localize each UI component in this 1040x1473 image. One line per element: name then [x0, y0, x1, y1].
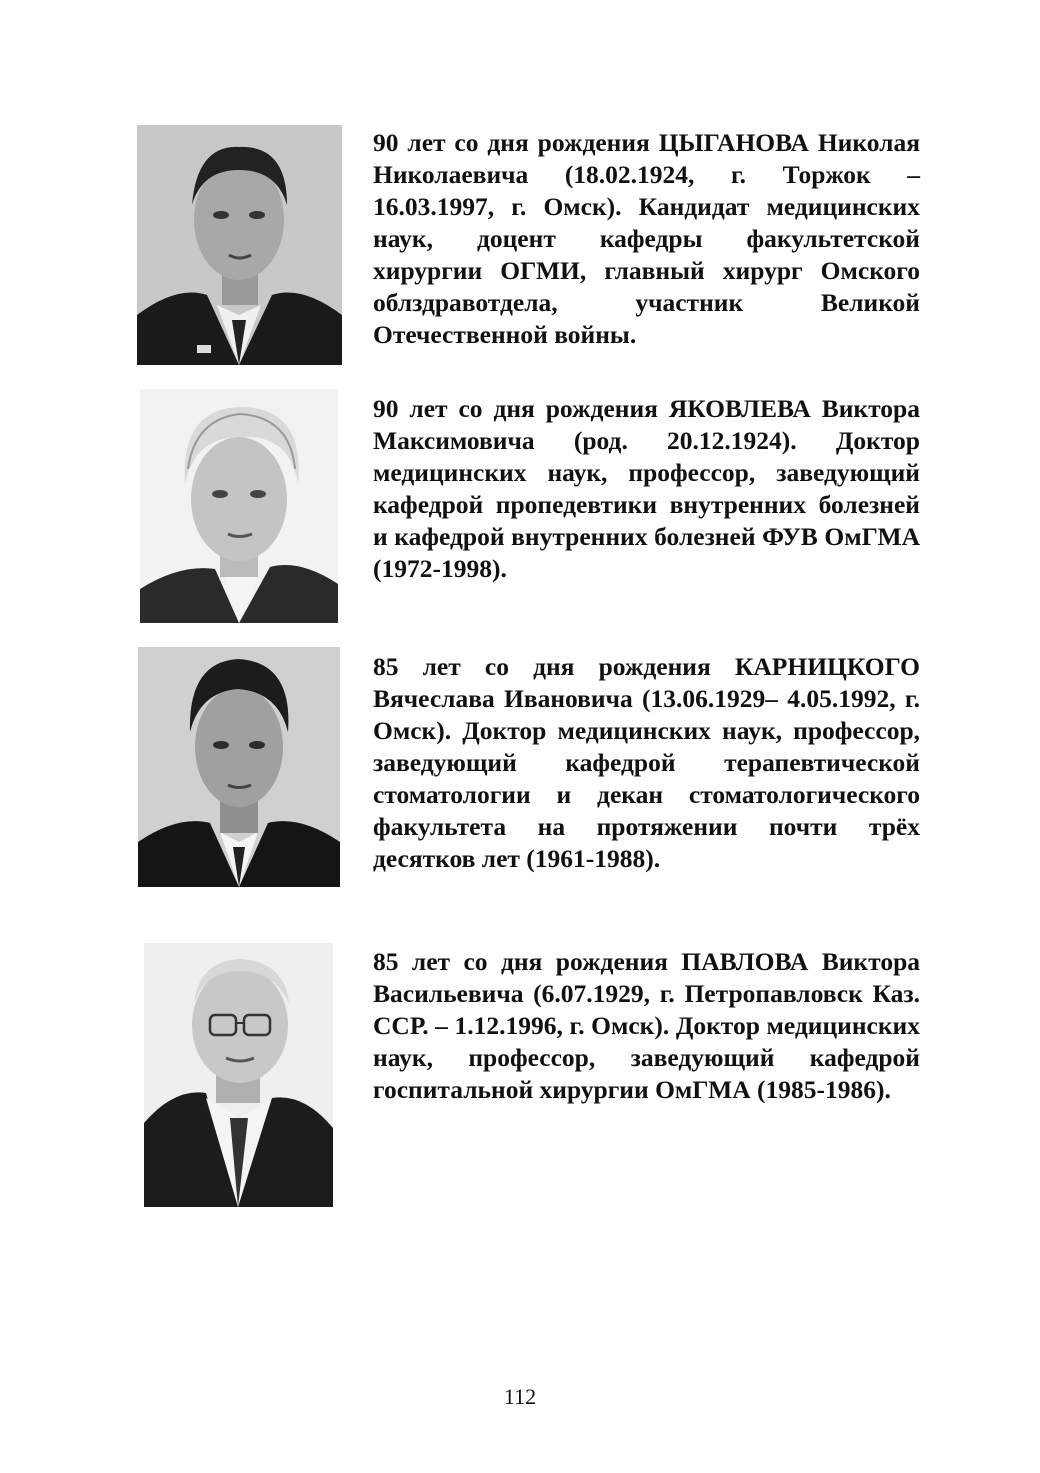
entry-text-3: 85 лет со дня рождения КАРНИЦКОГО Вячеслава Ивановича (13.06.1929– 4.05.1992, г. Омск). Доктор медицинских наук, профессор, заведующий кафедрой терапевтической стоматологии и декан стоматологического факультета на протяжении почти трёх десятков лет (1961-1988).	[373, 652, 920, 873]
portrait-photo-4	[144, 943, 333, 1207]
entry-text-2: 90 лет со дня рождения ЯКОВЛЕВА Виктора Максимовича (род. 20.12.1924). Доктор медицинских наук, профессор, заведующий кафедрой пропедевтики внутренних болезней и кафедрой внутренних болезней ФУВ ОмГМА (1972-1998).	[373, 394, 920, 583]
entry-text-4: 85 лет со дня рождения ПАВЛОВА Виктора Васильевича (6.07.1929, г. Петропавловск Каз. ССР. – 1.12.1996, г. Омск). Доктор медицинских наук, профессор, заведующий кафедрой госпитальной хирургии ОмГМА (1985-1986).	[373, 947, 920, 1104]
page-number: 112	[503, 1384, 537, 1409]
entry-text-1: 90 лет со дня рождения ЦЫГАНОВА Николая Николаевича (18.02.1924, г. Торжок – 16.03.1997, г. Омск). Кандидат медицинских наук, доцент кафедры факультетской хирургии ОГМИ, главный хирург Омского облздравотдела, участник Великой Отечественной войны.	[373, 128, 920, 349]
portrait-photo-2	[140, 389, 338, 623]
portrait-photo-3	[138, 647, 340, 887]
portrait-photo-1	[137, 125, 342, 365]
